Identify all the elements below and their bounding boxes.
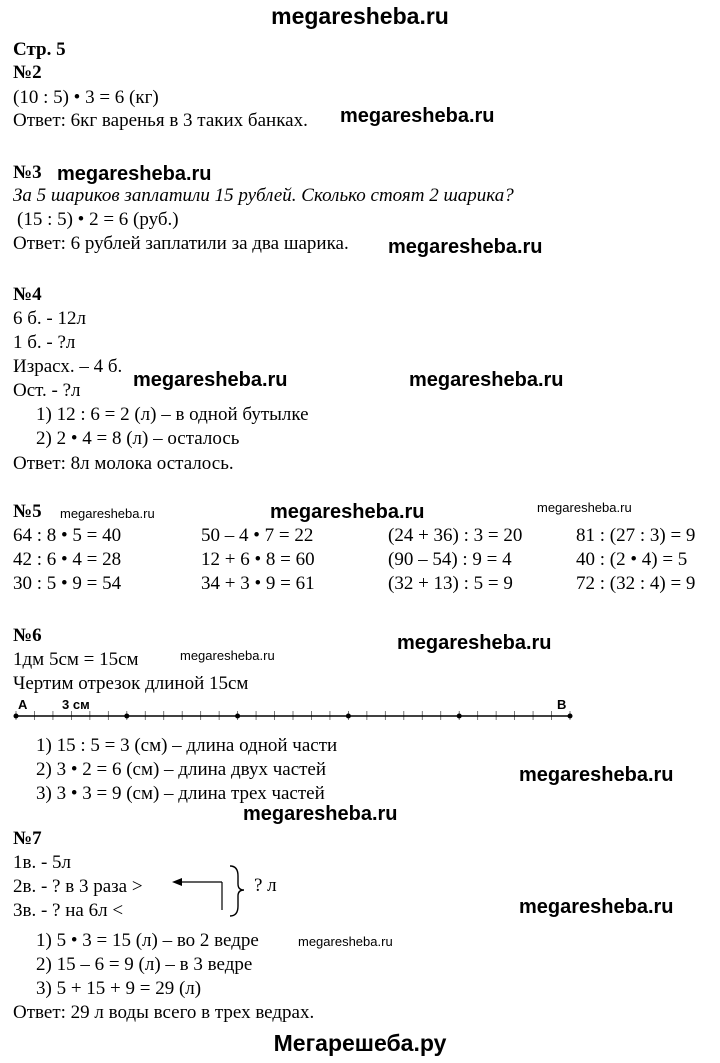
brace-icon [230, 866, 244, 916]
watermark: megaresheba.ru [397, 632, 552, 654]
watermark: megaresheba.ru [60, 506, 155, 521]
task2-calc: (10 : 5) • 3 = 6 (кг) [13, 87, 159, 108]
watermark: megaresheba.ru [409, 369, 564, 391]
watermark: megaresheba.ru [133, 369, 288, 391]
task7-number: №7 [13, 828, 42, 849]
watermark: megaresheba.ru [519, 896, 674, 918]
task7-diagram [170, 862, 250, 922]
watermark: megaresheba.ru [519, 764, 674, 786]
task2-number: №2 [13, 62, 42, 83]
task7-line: 2в. - ? в 3 раза > [13, 876, 143, 897]
point-b-label: B [557, 697, 567, 712]
task3-answer: Ответ: 6 рублей заплатили за два шарика. [13, 233, 349, 254]
task6-step: 3) 3 • 3 = 9 (см) – длина трех частей [36, 783, 325, 804]
task5-expr: (32 + 13) : 5 = 9 [388, 573, 513, 594]
task5-expr: 64 : 8 • 5 = 40 [13, 525, 122, 546]
task5-number: №5 [13, 501, 42, 522]
task7-step: 1) 5 • 3 = 15 (л) – во 2 ведре [36, 930, 259, 951]
task5-expr: 30 : 5 • 9 = 54 [13, 573, 122, 594]
task4-line: Израсх. – 4 б. [13, 356, 123, 377]
task4-step: 1) 12 : 6 = 2 (л) – в одной бутылке [36, 404, 309, 425]
watermark: megaresheba.ru [388, 236, 543, 258]
task6-number: №6 [13, 625, 42, 646]
watermark: megaresheba.ru [298, 934, 393, 949]
task4-line: 6 б. - 12л [13, 308, 86, 329]
part-point [235, 714, 240, 719]
task6-line: 1дм 5см = 15см [13, 649, 139, 670]
task5-expr: 72 : (32 : 4) = 9 [576, 573, 696, 594]
part-point [124, 714, 129, 719]
task3-calc: (15 : 5) • 2 = 6 (руб.) [17, 209, 179, 230]
task4-number: №4 [13, 284, 42, 305]
site-footer: Мегарешеба.ру [273, 1030, 447, 1056]
task7-step: 2) 15 – 6 = 9 (л) – в 3 ведре [36, 954, 253, 975]
watermark: megaresheba.ru [270, 501, 425, 523]
task5-expr: 40 : (2 • 4) = 5 [576, 549, 688, 570]
watermark: megaresheba.ru [243, 803, 398, 825]
part-point [457, 714, 462, 719]
task7-line: 3в. - ? на 6л < [13, 900, 124, 921]
task5-expr: 42 : 6 • 4 = 28 [13, 549, 122, 570]
part-point [14, 714, 19, 719]
task4-line: 1 б. - ?л [13, 332, 76, 353]
page-number: Стр. 5 [13, 39, 66, 60]
part-point [568, 714, 573, 719]
brace-label: ? л [254, 875, 277, 896]
site-header: megaresheba.ru [271, 3, 449, 29]
task4-answer: Ответ: 8л молока осталось. [13, 453, 234, 474]
task6-step: 1) 15 : 5 = 3 (см) – длина одной части [36, 735, 338, 756]
task3-question: За 5 шариков заплатили 15 рублей. Сколько стоят 2 шарика? [13, 185, 514, 206]
task5-expr: 34 + 3 • 9 = 61 [201, 573, 315, 594]
task6-step: 2) 3 • 2 = 6 (см) – длина двух частей [36, 759, 327, 780]
task5-expr: (24 + 36) : 3 = 20 [388, 525, 523, 546]
watermark: megaresheba.ru [57, 163, 212, 185]
task4-step: 2) 2 • 4 = 8 (л) – осталось [36, 428, 240, 449]
task7-line: 1в. - 5л [13, 852, 72, 873]
watermark: megaresheba.ru [180, 648, 275, 663]
task2-answer: Ответ: 6кг варенья в 3 таких банках. [13, 110, 308, 131]
task3-number: №3 [13, 162, 42, 183]
watermark: megaresheba.ru [537, 500, 632, 515]
task5-expr: 12 + 6 • 8 = 60 [201, 549, 315, 570]
task5-expr: (90 – 54) : 9 = 4 [388, 549, 512, 570]
segment-ruler [10, 694, 585, 726]
task6-line: Чертим отрезок длиной 15см [13, 673, 249, 694]
arrow-left-icon [172, 878, 182, 886]
point-a-label: A [18, 697, 28, 712]
part-length-label: 3 см [62, 697, 90, 712]
task4-line: Ост. - ?л [13, 380, 81, 401]
part-point [346, 714, 351, 719]
task5-expr: 50 – 4 • 7 = 22 [201, 525, 314, 546]
watermark: megaresheba.ru [340, 105, 495, 127]
task5-expr: 81 : (27 : 3) = 9 [576, 525, 696, 546]
task7-answer: Ответ: 29 л воды всего в трех ведрах. [13, 1002, 315, 1023]
task7-step: 3) 5 + 15 + 9 = 29 (л) [36, 978, 202, 999]
